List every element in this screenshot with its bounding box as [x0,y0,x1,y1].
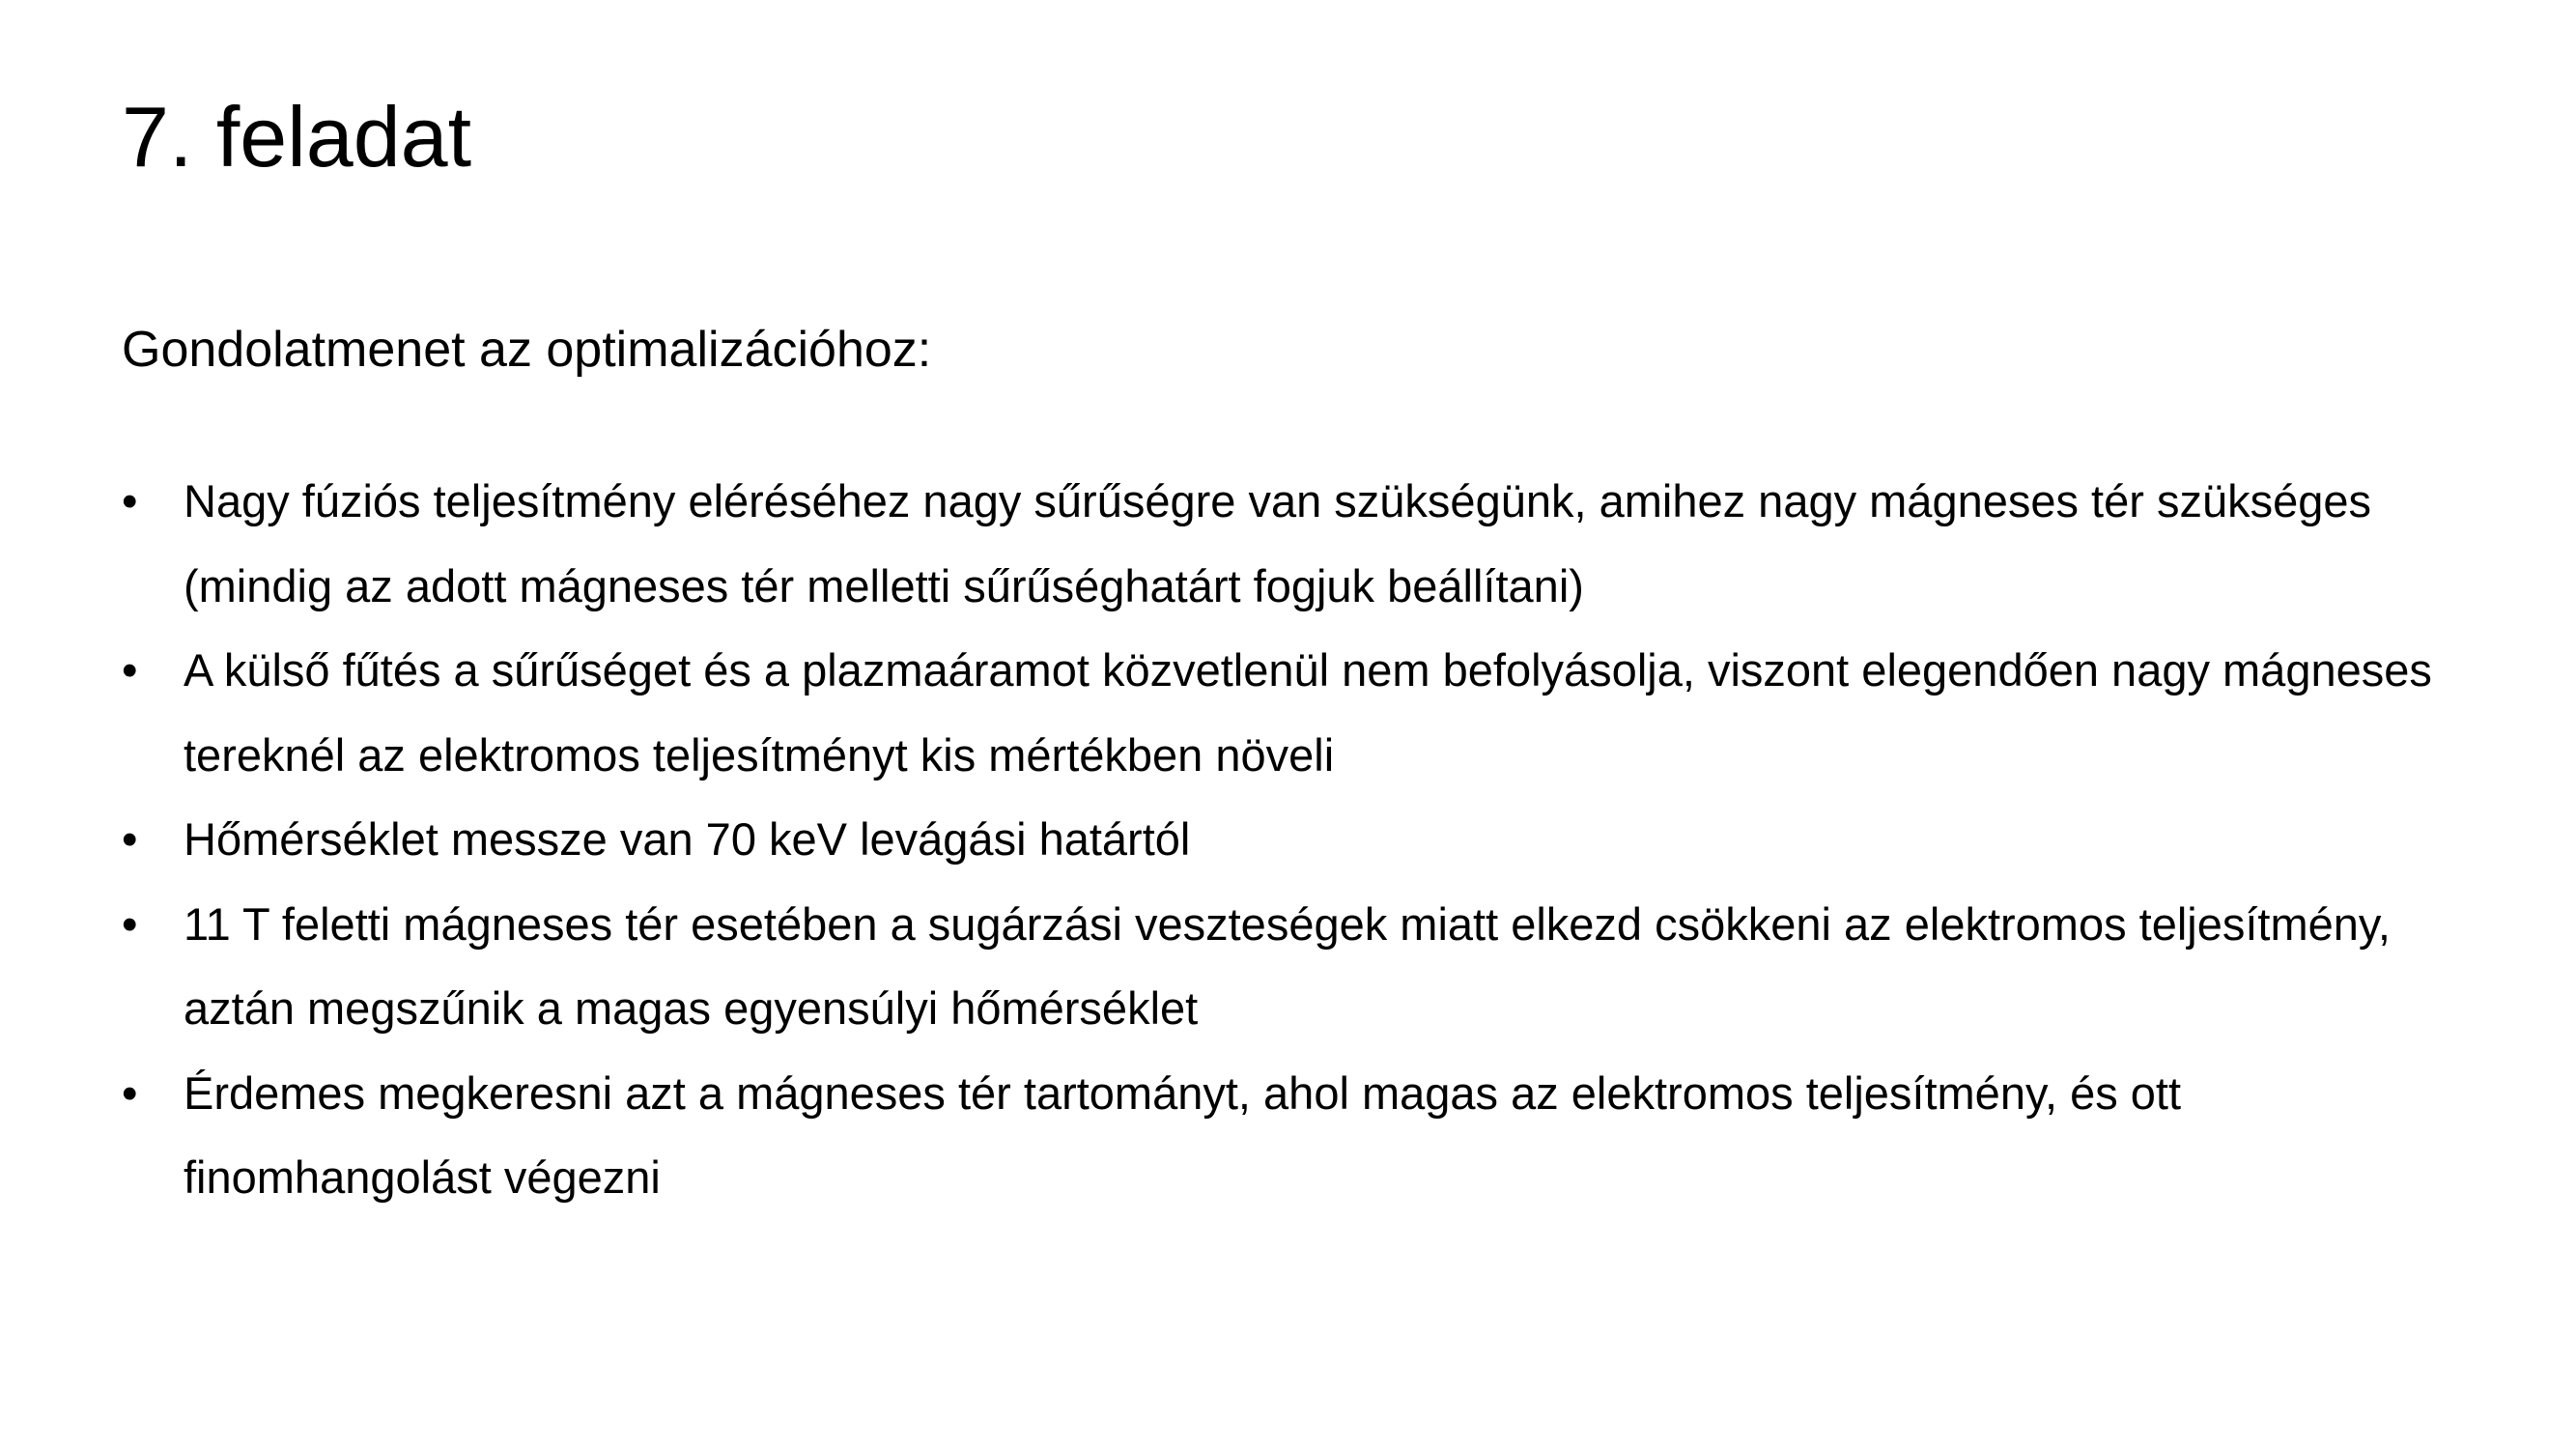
bullet-text: Nagy fúziós teljesítmény eléréséhez nagy sűrűségre van szükségünk, amihez nagy mágneses tér szükséges (mindig az adott mágneses tér melletti sűrűséghatárt fogjuk beállítani) [184,475,2372,611]
bullet-item-1 [122,459,2469,628]
bullet-item-2 [122,628,2469,797]
bullet-point-icon: • [122,897,138,950]
bullet-item-5 [122,1051,2469,1220]
intro-text: Gondolatmenet az optimalizációhoz: [122,322,932,378]
bullet-item-3 [122,797,2469,882]
bullet-item-4 [122,882,2469,1051]
bullet-text: 11 T feletti mágneses tér esetében a sugárzási veszteségek miatt elkezd csökkeni az elektromos teljesítmény, aztán megszűnik a magas egyensúlyi hőmérséklet [184,897,2391,1034]
bullet-point-icon: • [122,475,138,526]
bullet-point-icon: • [122,644,138,696]
bullet-list [122,459,2469,1220]
bullet-point-icon: • [122,813,138,865]
bullet-text: A külső fűtés a sűrűséget és a plazmaáramot közvetlenül nem befolyásolja, viszont elegendően nagy mágneses tereknél az elektromos teljesítményt kis mértékben növeli [184,644,2432,781]
bullet-point-icon: • [122,1066,138,1119]
slide-title: 7. feladat [122,89,472,185]
bullet-text: Érdemes megkeresni azt a mágneses tér tartományt, ahol magas az elektromos teljesítmény, és ott finomhangolást végezni [184,1066,2182,1203]
bullet-text: Hőmérséklet messze van 70 keV levágási határtól [184,813,1191,865]
